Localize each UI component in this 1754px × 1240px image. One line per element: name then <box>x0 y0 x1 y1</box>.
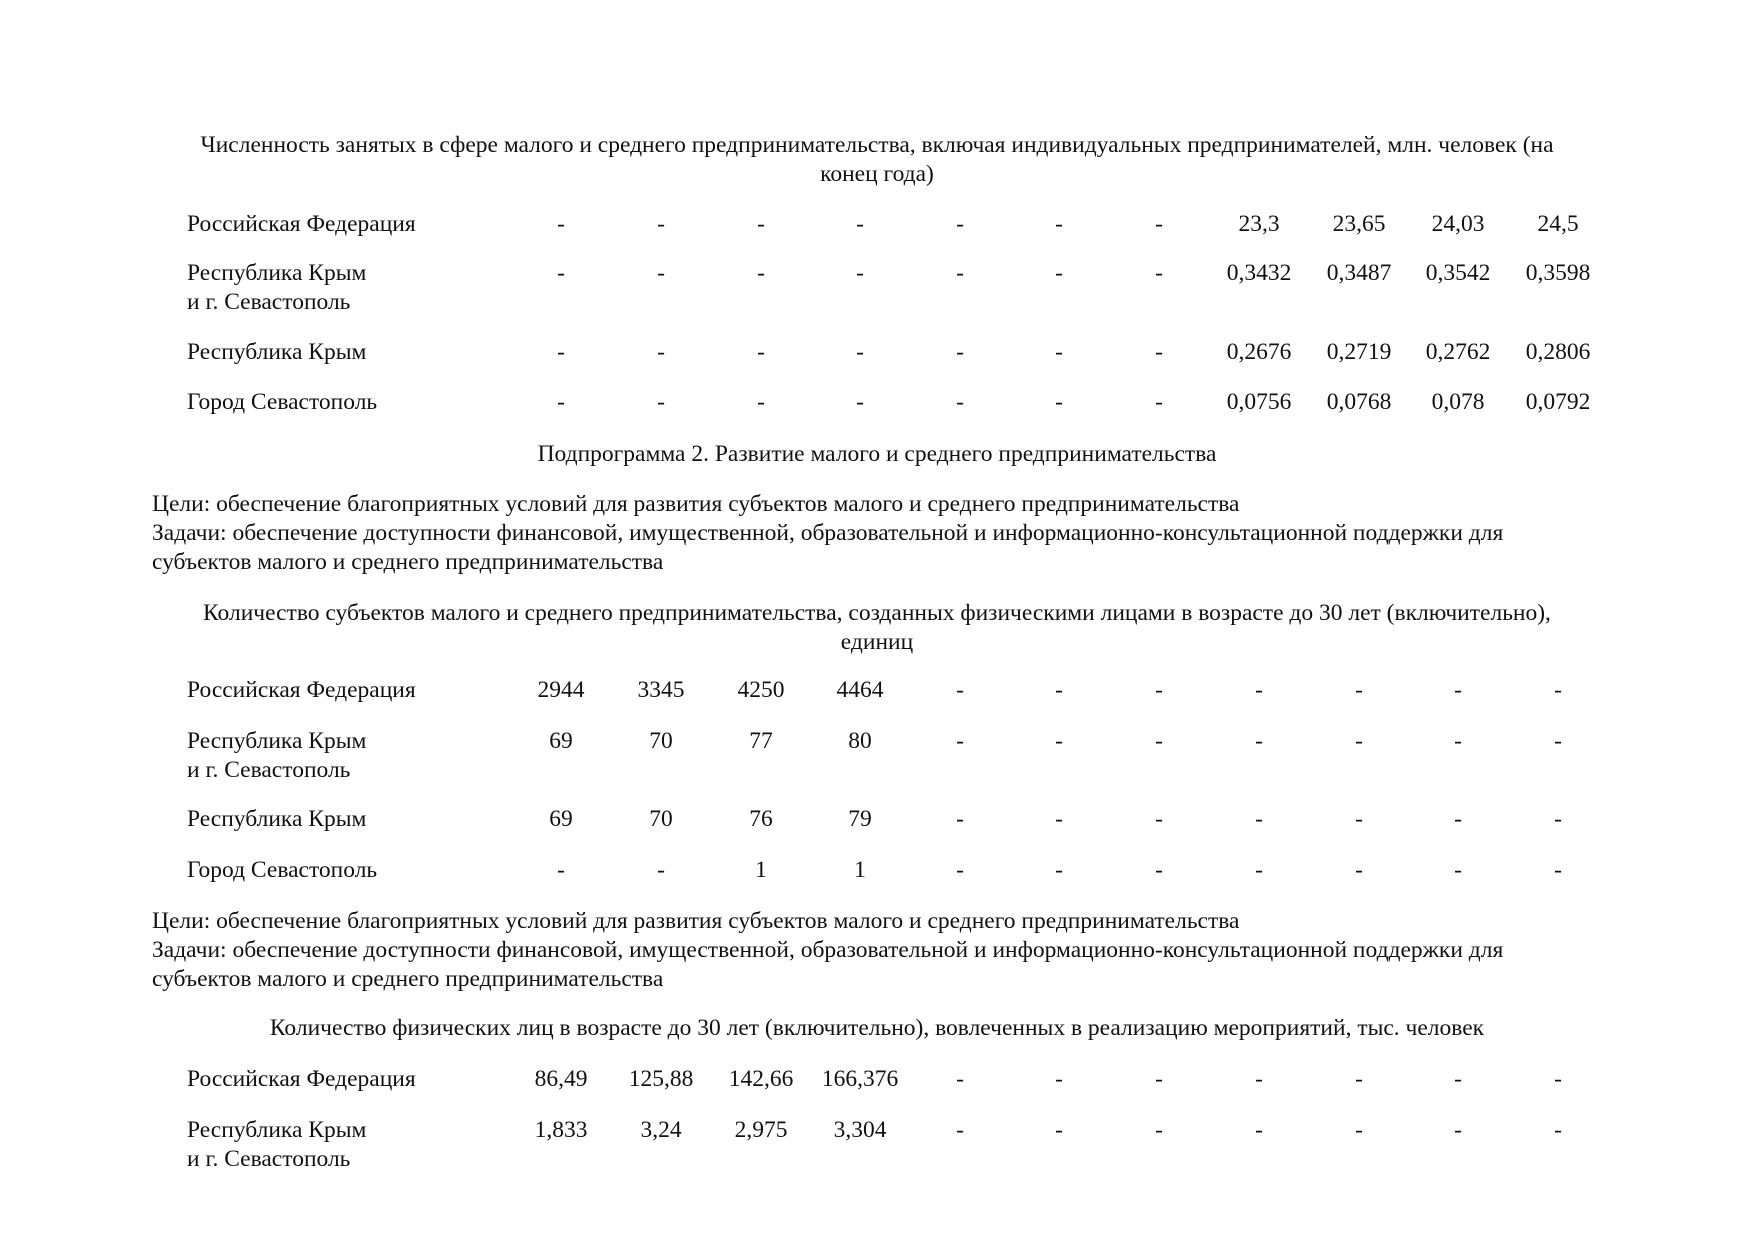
table-cell: - <box>1355 677 1363 703</box>
table-cell: 4464 <box>836 677 884 703</box>
table-cell: 4250 <box>737 677 785 703</box>
table-cell: 0,3598 <box>1525 260 1591 286</box>
table-cell: 1 <box>854 857 866 883</box>
table-cell: - <box>557 857 565 883</box>
table-cell: - <box>956 389 964 415</box>
table-cell: - <box>1155 1117 1163 1143</box>
table-cell: - <box>1055 806 1063 832</box>
table-cell: 0,0792 <box>1525 389 1591 415</box>
row-label: и г. Севастополь <box>187 757 351 783</box>
row-label: Город Севастополь <box>187 857 378 883</box>
table-cell: 70 <box>649 806 673 832</box>
table-cell: 77 <box>749 728 773 754</box>
table-cell: - <box>1155 677 1163 703</box>
table-cell: - <box>956 1117 964 1143</box>
goals-text: Цели: обеспечение благоприятных условий для развития субъектов малого и среднего предпринимательства <box>152 491 1240 517</box>
table-cell: - <box>956 1066 964 1092</box>
table-cell: - <box>956 211 964 237</box>
table-cell: 76 <box>749 806 773 832</box>
table-cell: - <box>1355 728 1363 754</box>
tasks-text: субъектов малого и среднего предпринимательства <box>152 966 664 992</box>
row-label: и г. Севастополь <box>187 289 351 315</box>
table-cell: - <box>557 211 565 237</box>
table-cell: 69 <box>549 806 573 832</box>
row-label: Республика Крым <box>187 1117 367 1143</box>
table-cell: - <box>1554 806 1562 832</box>
table-cell: - <box>1055 728 1063 754</box>
table-cell: - <box>757 339 765 365</box>
table-cell: - <box>1454 1066 1462 1092</box>
tasks-text: Задачи: обеспечение доступности финансовой, имущественной, образовательной и информационно-консультационной поддержки для <box>152 937 1504 963</box>
row-label: Город Севастополь <box>187 389 378 415</box>
table-cell: - <box>1155 857 1163 883</box>
row-label: Республика Крым <box>187 260 367 286</box>
table-cell: - <box>1055 1066 1063 1092</box>
table-cell: - <box>856 389 864 415</box>
table-cell: - <box>1055 339 1063 365</box>
table-cell: - <box>1255 677 1263 703</box>
row-label: Республика Крым <box>187 806 367 832</box>
table-cell: - <box>657 389 665 415</box>
table-cell: 166,376 <box>821 1066 899 1092</box>
table-cell: 24,03 <box>1431 211 1485 237</box>
table-cell: 80 <box>848 728 872 754</box>
table-cell: - <box>1255 806 1263 832</box>
table-cell: - <box>1155 728 1163 754</box>
table-cell: - <box>1055 857 1063 883</box>
table-cell: 0,2762 <box>1425 339 1491 365</box>
table-cell: - <box>956 728 964 754</box>
table-cell: - <box>956 339 964 365</box>
table-cell: - <box>1255 1066 1263 1092</box>
table-cell: - <box>956 260 964 286</box>
table-cell: 24,5 <box>1537 211 1579 237</box>
indicator-heading: Количество субъектов малого и среднего предпринимательства, созданных физическими лицами в возрасте до 30 лет (включительно), <box>203 600 1551 626</box>
subprogram-title: Подпрограмма 2. Развитие малого и среднего предпринимательства <box>537 441 1217 467</box>
table-cell: - <box>1055 389 1063 415</box>
indicator-heading: единиц <box>840 629 914 655</box>
table-cell: - <box>757 389 765 415</box>
table-cell: - <box>1454 728 1462 754</box>
table-cell: 0,2676 <box>1226 339 1292 365</box>
table-cell: - <box>856 211 864 237</box>
table-cell: 2944 <box>537 677 585 703</box>
table-cell: - <box>1055 1117 1063 1143</box>
table-cell: 0,2806 <box>1525 339 1591 365</box>
table-cell: - <box>657 857 665 883</box>
tasks-text: субъектов малого и среднего предпринимательства <box>152 549 664 575</box>
indicator-heading: конец года) <box>820 161 934 187</box>
table-cell: 69 <box>549 728 573 754</box>
table-cell: 70 <box>649 728 673 754</box>
table-cell: - <box>1554 1117 1562 1143</box>
table-cell: 23,3 <box>1238 211 1280 237</box>
table-cell: 0,2719 <box>1326 339 1392 365</box>
table-cell: - <box>1155 1066 1163 1092</box>
table-cell: - <box>1355 857 1363 883</box>
table-cell: 125,88 <box>628 1066 694 1092</box>
table-cell: - <box>1454 857 1462 883</box>
table-cell: 0,3432 <box>1226 260 1292 286</box>
table-cell: - <box>1554 728 1562 754</box>
table-cell: - <box>1055 677 1063 703</box>
table-cell: 0,0756 <box>1226 389 1292 415</box>
table-cell: 3,304 <box>833 1117 887 1143</box>
table-cell: - <box>1554 1066 1562 1092</box>
table-cell: - <box>657 339 665 365</box>
table-cell: - <box>657 260 665 286</box>
table-cell: 0,078 <box>1431 389 1485 415</box>
table-cell: 1 <box>755 857 767 883</box>
table-cell: - <box>657 211 665 237</box>
table-cell: - <box>856 260 864 286</box>
table-cell: - <box>557 389 565 415</box>
table-cell: - <box>1155 339 1163 365</box>
row-label: Российская Федерация <box>187 1066 416 1092</box>
table-cell: - <box>1554 677 1562 703</box>
table-cell: - <box>1255 857 1263 883</box>
table-cell: 2,975 <box>734 1117 788 1143</box>
table-cell: - <box>1454 677 1462 703</box>
table-cell: - <box>1355 806 1363 832</box>
table-cell: - <box>1055 211 1063 237</box>
table-cell: 3,24 <box>640 1117 682 1143</box>
table-cell: - <box>1155 806 1163 832</box>
table-cell: - <box>1454 1117 1462 1143</box>
row-label: и г. Севастополь <box>187 1146 351 1172</box>
table-cell: - <box>956 806 964 832</box>
indicator-heading: Количество физических лиц в возрасте до 30 лет (включительно), вовлеченных в реализацию мероприятий, тыс. человек <box>269 1015 1485 1041</box>
table-cell: - <box>956 857 964 883</box>
table-cell: - <box>757 260 765 286</box>
table-cell: - <box>856 339 864 365</box>
table-cell: 0,3542 <box>1425 260 1491 286</box>
table-cell: 0,3487 <box>1326 260 1392 286</box>
row-label: Республика Крым <box>187 339 367 365</box>
indicator-heading: Численность занятых в сфере малого и среднего предпринимательства, включая индивидуальных предпринимателей, млн. человек (на <box>200 132 1554 158</box>
table-cell: - <box>1454 806 1462 832</box>
goals-text: Цели: обеспечение благоприятных условий для развития субъектов малого и среднего предпринимательства <box>152 908 1240 934</box>
table-cell: - <box>757 211 765 237</box>
table-cell: 0,0768 <box>1326 389 1392 415</box>
table-cell: 79 <box>848 806 872 832</box>
table-cell: - <box>1255 1117 1263 1143</box>
row-label: Российская Федерация <box>187 677 416 703</box>
tasks-text: Задачи: обеспечение доступности финансовой, имущественной, образовательной и информационно-консультационной поддержки для <box>152 520 1504 546</box>
table-cell: - <box>557 339 565 365</box>
table-cell: - <box>1554 857 1562 883</box>
table-cell: 23,65 <box>1332 211 1386 237</box>
row-label: Республика Крым <box>187 728 367 754</box>
table-cell: - <box>1055 260 1063 286</box>
table-cell: - <box>1255 728 1263 754</box>
row-label: Российская Федерация <box>187 211 416 237</box>
table-cell: - <box>956 677 964 703</box>
table-cell: - <box>557 260 565 286</box>
table-cell: 142,66 <box>728 1066 794 1092</box>
table-cell: 1,833 <box>534 1117 588 1143</box>
table-cell: - <box>1155 260 1163 286</box>
table-cell: 3345 <box>637 677 685 703</box>
table-cell: - <box>1155 389 1163 415</box>
table-cell: - <box>1155 211 1163 237</box>
table-cell: 86,49 <box>534 1066 588 1092</box>
table-cell: - <box>1355 1117 1363 1143</box>
table-cell: - <box>1355 1066 1363 1092</box>
